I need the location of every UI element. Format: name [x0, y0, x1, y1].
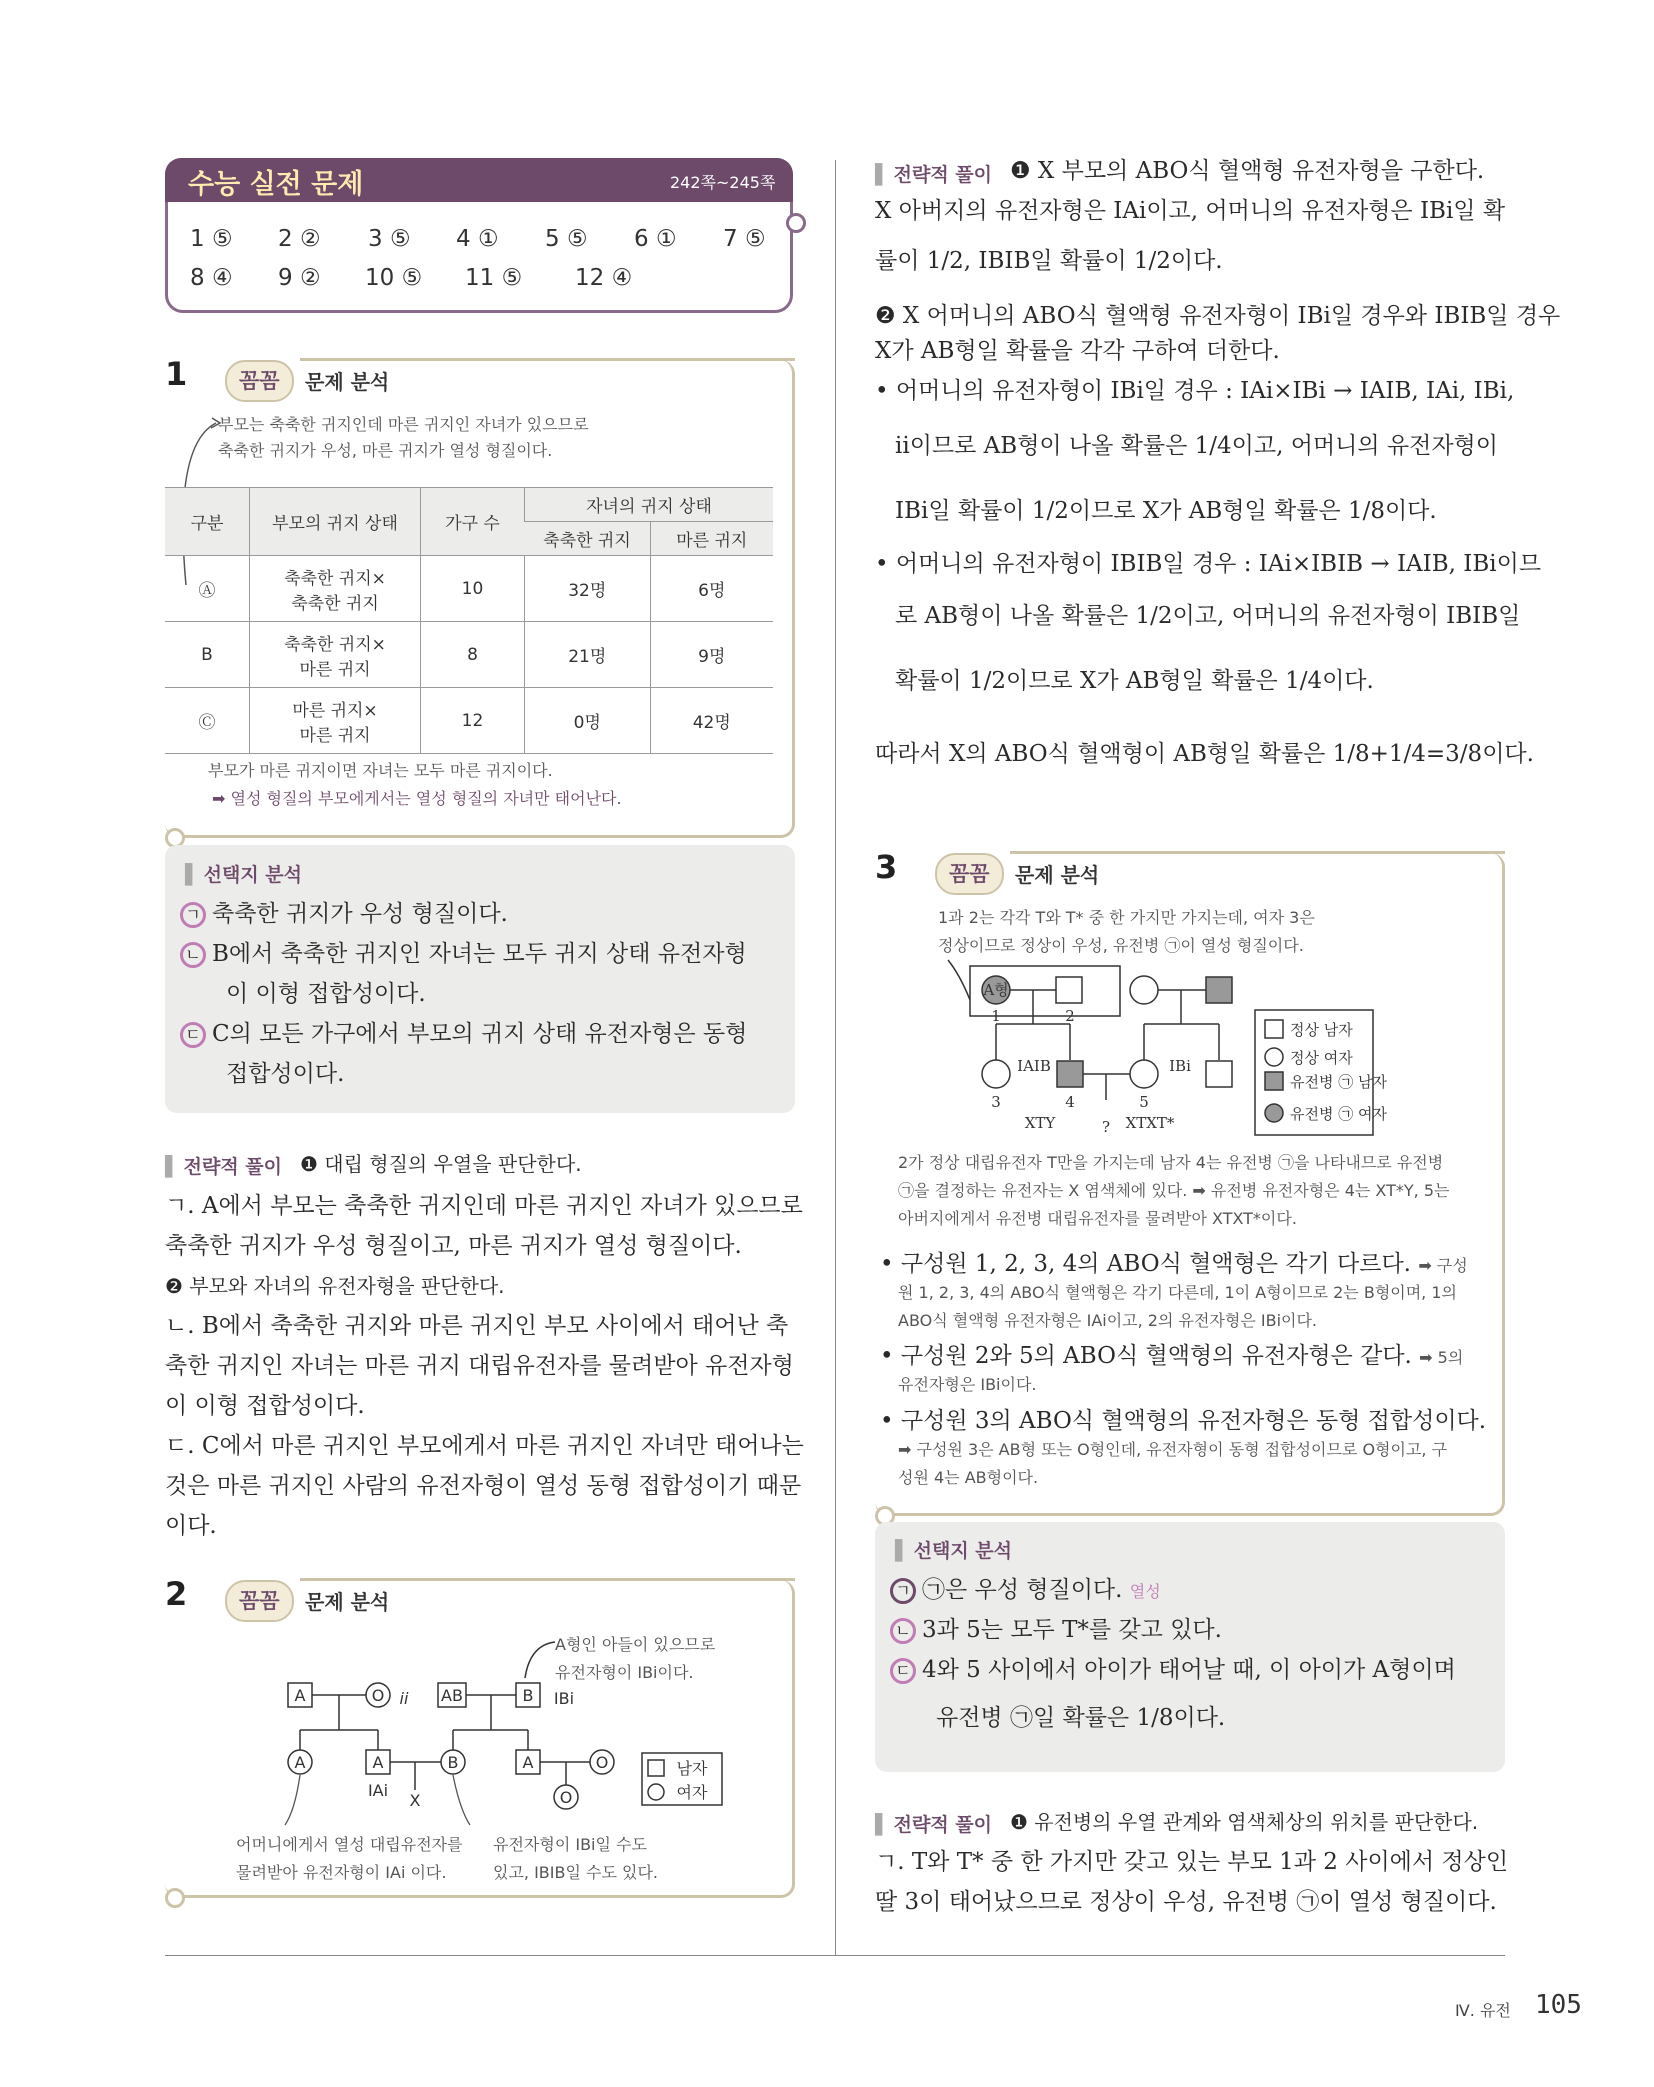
cell-dry: 9명: [650, 622, 773, 688]
legend-label: 유전병 ㉠ 여자: [1290, 1105, 1387, 1123]
section-title: 문제 분석: [305, 370, 390, 394]
strategy-label: ▌ 전략적 풀이: [875, 160, 992, 187]
choice-label: ▌ 선택지 분석: [185, 860, 302, 887]
cell-parent: [250, 556, 421, 622]
note: 부모는 축축한 귀지인데 마른 귀지인 자녀가 있으므로: [218, 415, 589, 434]
note: 유전자형이 IBi일 수도: [493, 1835, 647, 1854]
th-parent: 부모의 귀지 상태: [250, 488, 421, 556]
strategy-line: 딸 3이 태어났으므로 정상이 우성, 유전병 ㉠이 열성 형질이다.: [875, 1889, 1497, 1915]
answer-item: 6 ①: [634, 226, 677, 252]
q3-pedigree: [940, 960, 1420, 1140]
ped-label: IBi: [553, 1689, 575, 1708]
ped-label: X: [409, 1791, 421, 1810]
bullet-main: [880, 1405, 1486, 1437]
cell-line: 축축한 귀지: [291, 593, 379, 614]
note: 부모가 마른 귀지이면 자녀는 모두 마른 귀지이다.: [208, 761, 553, 780]
column-divider: [835, 160, 836, 1955]
ped-label: 5: [1139, 1093, 1149, 1111]
answer-item: 10 ⑤: [365, 265, 423, 291]
answer-item: 8 ④: [190, 265, 233, 291]
panel-top-rule: [1010, 851, 1505, 854]
bullet-sub: ➡ 구성원 3은 AB형 또는 O형인데, 유전자형이 동형 접합성이므로 O형이고, 구: [898, 1440, 1448, 1459]
section-title: 문제 분석: [305, 1590, 390, 1614]
choice-mark: ㄴ: [180, 942, 206, 968]
cell-dry: 42명: [650, 688, 773, 754]
choice-text: B에서 축축한 귀지인 자녀는 모두 귀지 상태 유전자형: [212, 941, 747, 967]
choice-note: 열성: [1129, 1582, 1161, 1601]
choice-item: [180, 898, 508, 930]
cell-parent: [250, 622, 421, 688]
strategy-line: 따라서 X의 ABO식 혈액형이 AB형일 확률은 1/8+1/4=3/8이다.: [875, 741, 1534, 767]
ped-label: 1: [991, 1007, 1001, 1025]
answer-item: 9 ②: [278, 265, 321, 291]
bullet-hint: ➡ 구성: [1418, 1256, 1468, 1275]
ped-label: O: [371, 1686, 385, 1705]
ped-label: O: [595, 1753, 609, 1772]
th-group: 구분: [165, 488, 250, 556]
ped-label: O: [559, 1788, 573, 1807]
bullet-sub: 성원 4는 AB형이다.: [898, 1468, 1039, 1487]
strategy-line: ii이므로 AB형이 나올 확률은 1/4이고, 어머니의 유전자형이: [895, 433, 1498, 459]
cell-parent: [250, 688, 421, 754]
note: 어머니에게서 열성 대립유전자를: [236, 1835, 463, 1854]
choice-mark: ㄷ: [180, 1022, 206, 1048]
cell-group: Ⓐ: [165, 556, 250, 622]
footer-chapter: Ⅳ. 유전: [1455, 2001, 1511, 2020]
ped-label: 4: [1065, 1093, 1075, 1111]
strategy-step: ❶ 대립 형질의 우열을 판단한다.: [300, 1152, 582, 1176]
ped-label: XTXT*: [1125, 1114, 1175, 1132]
question-number: 3: [875, 848, 898, 886]
question-number: 1: [165, 355, 188, 393]
q1-table: [165, 487, 773, 754]
question-number: 2: [165, 1575, 188, 1613]
choice-text: 접합성이다.: [226, 1061, 345, 1087]
strategy-label: ▌ 전략적 풀이: [875, 1810, 992, 1837]
legend-label: 정상 여자: [1290, 1049, 1353, 1067]
choice-item: [180, 1018, 747, 1050]
panel-top-rule: [300, 358, 795, 361]
ped-label: A: [522, 1753, 534, 1772]
strategy-line: X 아버지의 유전자형은 IAi이고, 어머니의 유전자형은 IBi일 확: [875, 198, 1506, 224]
strategy-step: ❷ 부모와 자녀의 유전자형을 판단한다.: [165, 1274, 505, 1298]
note: 유전자형이 IBi이다.: [555, 1663, 694, 1682]
bullet-hint: ➡ 5의: [1419, 1348, 1464, 1367]
note: 있고, IBIB일 수도 있다.: [493, 1863, 659, 1882]
decor-dot: [786, 213, 806, 233]
choice-text: ㉠은 우성 형질이다.: [922, 1577, 1123, 1603]
strategy-line: 것은 마른 귀지인 사람의 유전자형이 열성 동형 접합성이기 때문: [165, 1473, 802, 1499]
cell-dry: 6명: [650, 556, 773, 622]
kkomkkom-badge: 꼼꼼: [225, 360, 294, 402]
panel-top-rule: [300, 1578, 795, 1581]
note: A형인 아들이 있으므로: [555, 1635, 716, 1654]
cell-line: 축축한 귀지×: [284, 568, 386, 589]
decor-dot: [165, 1888, 185, 1908]
q2-pedigree: [170, 1620, 750, 1810]
strategy-line: • 어머니의 유전자형이 IBIB일 경우 : IAi×IBIB → IAIB, IBi이므: [875, 551, 1542, 577]
note: ➡ 열성 형질의 부모에게서는 열성 형질의 자녀만 태어난다.: [212, 789, 622, 808]
ped-label: IAIB: [1017, 1057, 1051, 1075]
cell-line: 축축한 귀지×: [284, 634, 386, 655]
answer-key-title: 수능 실전 문제: [188, 169, 364, 200]
strategy-label: ▌ 전략적 풀이: [165, 1152, 282, 1179]
th-wet: 축축한 귀지: [525, 522, 651, 556]
ped-label: 2: [1065, 1007, 1075, 1025]
ped-label: A형: [983, 981, 1009, 999]
ped-label: ?: [1101, 1118, 1111, 1136]
choice-mark: ㄴ: [890, 1618, 916, 1644]
ped-label: B: [447, 1753, 459, 1772]
bullet-sub: 유전자형은 IBi이다.: [898, 1375, 1037, 1394]
strategy-line: • 어머니의 유전자형이 IBi일 경우 : IAi×IBi → IAIB, IAi, IBi,: [875, 378, 1515, 404]
strategy-line: ㄷ. C에서 마른 귀지인 부모에게서 마른 귀지인 자녀만 태어나는: [165, 1433, 804, 1459]
choice-mark: ㄷ: [890, 1658, 916, 1684]
choice-item: [180, 938, 747, 970]
legend-label: 유전병 ㉠ 남자: [1290, 1073, 1387, 1091]
strategy-line: 로 AB형이 나올 확률은 1/2이고, 어머니의 유전자형이 IBIB일: [895, 603, 1521, 629]
page-number: 105: [1535, 1990, 1582, 2020]
choice-text: 유전병 ㉠일 확률은 1/8이다.: [936, 1705, 1226, 1731]
note: 축축한 귀지가 우성, 마른 귀지가 열성 형질이다.: [218, 441, 553, 460]
answer-item: 4 ①: [456, 226, 499, 252]
ped-label: IBi: [1169, 1057, 1191, 1075]
cell-count: 8: [421, 622, 525, 688]
strategy-line: 확률이 1/2이므로 X가 AB형일 확률은 1/4이다.: [895, 668, 1374, 694]
answer-item: 1 ⑤: [190, 226, 233, 252]
note: 2가 정상 대립유전자 T만을 가지는데 남자 4는 유전병 ㉠을 나타내므로 유전병: [898, 1153, 1444, 1172]
choice-mark: ㄱ: [180, 902, 206, 928]
note: 정상이므로 정상이 우성, 유전병 ㉠이 열성 형질이다.: [938, 936, 1304, 955]
section-title: 문제 분석: [1015, 863, 1100, 887]
cell-line: 마른 귀지: [299, 659, 371, 680]
ped-label: 3: [991, 1093, 1001, 1111]
bullet-sub: 원 1, 2, 3, 4의 ABO식 혈액형은 각기 다른데, 1이 A형이므로 2는 B형이며, 1의: [898, 1283, 1457, 1302]
choice-item: [890, 1654, 1456, 1686]
strategy-line: 이다.: [165, 1513, 217, 1539]
strategy-line: ㄱ. T와 T* 중 한 가지만 갖고 있는 부모 1과 2 사이에서 정상인: [875, 1849, 1509, 1875]
strategy-line: ㄱ. A에서 부모는 축축한 귀지인데 마른 귀지인 자녀가 있으므로: [165, 1193, 803, 1219]
answer-item: 3 ⑤: [368, 226, 411, 252]
choice-item: [890, 1614, 1222, 1646]
answer-item: 2 ②: [278, 226, 321, 252]
choice-text: 축축한 귀지가 우성 형질이다.: [212, 901, 508, 927]
table-row: [165, 622, 773, 688]
cell-group: B: [165, 622, 250, 688]
cell-group: Ⓒ: [165, 688, 250, 754]
kkomkkom-badge: 꼼꼼: [935, 853, 1004, 895]
strategy-line: X가 AB형일 확률을 각각 구하여 더한다.: [875, 338, 1280, 364]
strategy-line: 축축한 귀지가 우성 형질이고, 마른 귀지가 열성 형질이다.: [165, 1233, 742, 1259]
note: 물려받아 유전자형이 IAi 이다.: [236, 1863, 447, 1882]
cell-wet: 32명: [525, 556, 651, 622]
choice-text: 4와 5 사이에서 아이가 태어날 때, 이 아이가 A형이며: [922, 1657, 1456, 1683]
ped-label: IAi: [367, 1781, 389, 1800]
strategy-line: 이 이형 접합성이다.: [165, 1393, 365, 1419]
strategy-line: IBi일 확률이 1/2이므로 X가 AB형일 확률은 1/8이다.: [895, 498, 1437, 524]
th-dry: 마른 귀지: [650, 522, 773, 556]
strategy-step: ❷ X 어머니의 ABO식 혈액형 유전자형이 IBi일 경우와 IBIB일 경우: [875, 303, 1561, 329]
choice-mark: ㄱ: [890, 1578, 916, 1604]
answer-item: 12 ④: [575, 265, 633, 291]
choice-text: 3과 5는 모두 T*를 갖고 있다.: [922, 1617, 1222, 1643]
bullet-text: • 구성원 1, 2, 3, 4의 ABO식 혈액형은 각기 다르다.: [880, 1251, 1411, 1277]
cell-line: 마른 귀지: [299, 725, 371, 746]
choice-text: 이 이형 접합성이다.: [226, 981, 426, 1007]
bullet-sub: ABO식 혈액형 유전자형은 IAi이고, 2의 유전자형은 IBi이다.: [898, 1311, 1318, 1330]
ped-label: A: [294, 1686, 306, 1705]
note: ㉠을 결정하는 유전자는 X 염색체에 있다. ➡ 유전병 유전자형은 4는 XT*Y, 5는: [898, 1181, 1450, 1200]
answer-item: 11 ⑤: [465, 265, 523, 291]
kkomkkom-badge: 꼼꼼: [225, 1580, 294, 1622]
ped-label: AB: [441, 1686, 463, 1705]
ped-label: A: [372, 1753, 384, 1772]
strategy-line: ㄴ. B에서 축축한 귀지와 마른 귀지인 부모 사이에서 태어난 축: [165, 1313, 789, 1339]
answer-item: 5 ⑤: [545, 226, 588, 252]
strategy-line: 률이 1/2, IBIB일 확률이 1/2이다.: [875, 248, 1223, 274]
th-child: 자녀의 귀지 상태: [525, 488, 774, 522]
strategy-step: ❶ X 부모의 ABO식 혈액형 유전자형을 구한다.: [1010, 158, 1485, 184]
bullet-text: • 구성원 3의 ABO식 혈액형의 유전자형은 동형 접합성이다.: [880, 1408, 1487, 1434]
th-count: 가구 수: [421, 488, 525, 556]
choice-text: C의 모든 가구에서 부모의 귀지 상태 유전자형은 동형: [212, 1021, 748, 1047]
strategy-line: 축한 귀지인 자녀는 마른 귀지 대립유전자를 물려받아 유전자형: [165, 1353, 794, 1379]
ped-label: XTY: [1024, 1114, 1056, 1132]
cell-wet: 0명: [525, 688, 651, 754]
legend-label: 정상 남자: [1290, 1021, 1353, 1039]
footer-rule: [165, 1955, 1505, 1956]
note: 1과 2는 각각 T와 T* 중 한 가지만 가지는데, 여자 3은: [938, 908, 1315, 927]
table-row: [165, 688, 773, 754]
ped-label: ii: [399, 1689, 409, 1708]
cell-count: 12: [421, 688, 525, 754]
strategy-step: ❶ 유전병의 우열 관계와 염색체상의 위치를 판단한다.: [1010, 1810, 1479, 1834]
cell-count: 10: [421, 556, 525, 622]
answer-item: 7 ⑤: [723, 226, 766, 252]
cell-wet: 21명: [525, 622, 651, 688]
ped-label: A: [294, 1753, 306, 1772]
bullet-text: • 구성원 2와 5의 ABO식 혈액형의 유전자형은 같다.: [880, 1343, 1412, 1369]
legend-label: 남자: [676, 1759, 708, 1778]
legend-label: 여자: [676, 1783, 708, 1802]
note: 아버지에게서 유전병 대립유전자를 물려받아 XTXT*이다.: [898, 1209, 1297, 1228]
cell-line: 마른 귀지×: [292, 700, 378, 721]
choice-label: ▌ 선택지 분석: [895, 1536, 1012, 1563]
ped-label: B: [522, 1686, 534, 1705]
bullet-main: [880, 1340, 1463, 1374]
choice-item: [890, 1574, 1161, 1608]
bullet-main: [880, 1248, 1468, 1282]
answer-key-pages: 242쪽~245쪽: [670, 173, 776, 192]
table-row: [165, 556, 773, 622]
